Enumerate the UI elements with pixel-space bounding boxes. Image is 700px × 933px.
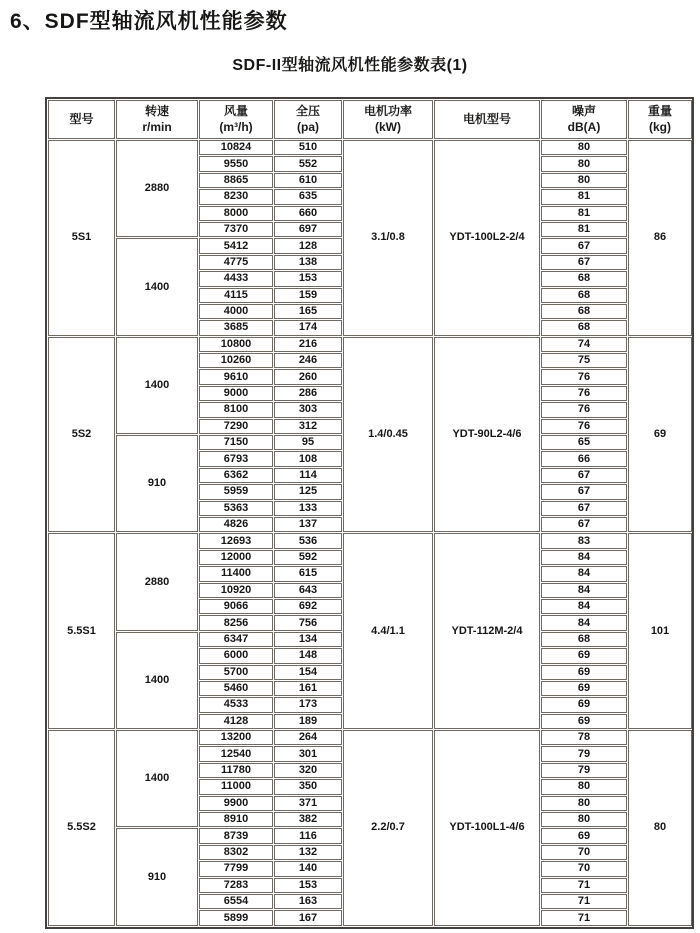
noise-cell: 68 <box>541 288 627 303</box>
airflow-cell: 6554 <box>199 894 273 909</box>
header-speed-unit: r/min <box>142 119 172 134</box>
airflow-cell: 8100 <box>199 402 273 417</box>
noise-cell: 70 <box>541 845 627 860</box>
pressure-cell: 134 <box>274 632 342 647</box>
airflow-cell: 8302 <box>199 845 273 860</box>
pressure-cell: 643 <box>274 583 342 598</box>
noise-cell: 84 <box>541 615 627 630</box>
pressure-cell: 260 <box>274 369 342 384</box>
noise-cell: 74 <box>541 337 627 352</box>
pressure-cell: 163 <box>274 894 342 909</box>
pressure-cell: 95 <box>274 435 342 450</box>
noise-cell: 70 <box>541 861 627 876</box>
airflow-cell: 8739 <box>199 828 273 843</box>
table-body <box>48 140 692 926</box>
noise-cell: 71 <box>541 894 627 909</box>
noise-cell: 67 <box>541 238 627 253</box>
header-pressure-unit: (pa) <box>297 119 319 134</box>
pressure-cell: 108 <box>274 451 342 466</box>
model-cell: 5.5S2 <box>48 730 115 926</box>
speed-cell: 1400 <box>116 337 198 434</box>
page-title: 6、SDF型轴流风机性能参数 <box>10 10 288 33</box>
noise-cell: 69 <box>541 681 627 696</box>
noise-cell: 81 <box>541 222 627 237</box>
airflow-cell: 9900 <box>199 796 273 811</box>
airflow-cell: 8000 <box>199 206 273 221</box>
noise-cell: 67 <box>541 501 627 516</box>
pressure-cell: 350 <box>274 779 342 794</box>
header-noise-unit: dB(A) <box>567 119 601 134</box>
airflow-cell: 8256 <box>199 615 273 630</box>
spec-table-border <box>45 97 694 929</box>
airflow-cell: 7799 <box>199 861 273 876</box>
pressure-cell: 116 <box>274 828 342 843</box>
noise-cell: 81 <box>541 206 627 221</box>
noise-cell: 79 <box>541 763 627 778</box>
noise-cell: 67 <box>541 484 627 499</box>
header-row <box>48 100 692 139</box>
noise-cell: 79 <box>541 746 627 761</box>
table-header <box>48 100 692 139</box>
airflow-cell: 12540 <box>199 746 273 761</box>
motor-model-cell: YDT-100L1-4/6 <box>434 730 540 926</box>
pressure-cell: 692 <box>274 599 342 614</box>
pressure-cell: 552 <box>274 156 342 171</box>
airflow-cell: 7150 <box>199 435 273 450</box>
pressure-cell: 165 <box>274 304 342 319</box>
pressure-cell: 174 <box>274 320 342 335</box>
airflow-cell: 12693 <box>199 533 273 548</box>
speed-cell: 2880 <box>116 533 198 630</box>
speed-cell: 2880 <box>116 140 198 237</box>
pressure-cell: 159 <box>274 288 342 303</box>
airflow-cell: 6793 <box>199 451 273 466</box>
airflow-cell: 4433 <box>199 271 273 286</box>
table-title: SDF-II型轴流风机性能参数表(1) <box>232 57 468 74</box>
airflow-cell: 7290 <box>199 419 273 434</box>
noise-cell: 78 <box>541 730 627 745</box>
speed-cell: 910 <box>116 828 198 925</box>
power-cell: 3.1/0.8 <box>343 140 433 336</box>
pressure-cell: 301 <box>274 746 342 761</box>
header-motor-model-label: 电机型号 <box>462 111 511 126</box>
pressure-cell: 286 <box>274 386 342 401</box>
pressure-cell: 153 <box>274 271 342 286</box>
airflow-cell: 10920 <box>199 583 273 598</box>
noise-cell: 69 <box>541 697 627 712</box>
pressure-cell: 153 <box>274 878 342 893</box>
airflow-cell: 8910 <box>199 812 273 827</box>
table-row <box>48 533 692 548</box>
noise-cell: 76 <box>541 419 627 434</box>
noise-cell: 80 <box>541 156 627 171</box>
airflow-cell: 13200 <box>199 730 273 745</box>
pressure-cell: 161 <box>274 681 342 696</box>
noise-cell: 65 <box>541 435 627 450</box>
header-weight <box>628 100 692 139</box>
airflow-cell: 8230 <box>199 189 273 204</box>
noise-cell: 83 <box>541 533 627 548</box>
power-cell: 1.4/0.45 <box>343 337 433 533</box>
pressure-cell: 154 <box>274 665 342 680</box>
model-cell: 5S2 <box>48 337 115 533</box>
airflow-cell: 5899 <box>199 910 273 925</box>
pressure-cell: 382 <box>274 812 342 827</box>
pressure-cell: 125 <box>274 484 342 499</box>
noise-cell: 66 <box>541 451 627 466</box>
pressure-cell: 246 <box>274 353 342 368</box>
airflow-cell: 5460 <box>199 681 273 696</box>
noise-cell: 84 <box>541 599 627 614</box>
pressure-cell: 510 <box>274 140 342 155</box>
airflow-cell: 11780 <box>199 763 273 778</box>
noise-cell: 69 <box>541 648 627 663</box>
noise-cell: 69 <box>541 828 627 843</box>
pressure-cell: 660 <box>274 206 342 221</box>
header-model-label: 型号 <box>69 111 94 126</box>
noise-cell: 68 <box>541 271 627 286</box>
pressure-cell: 189 <box>274 714 342 729</box>
table-row <box>48 337 692 352</box>
noise-cell: 68 <box>541 632 627 647</box>
airflow-cell: 9550 <box>199 156 273 171</box>
airflow-cell: 5959 <box>199 484 273 499</box>
airflow-cell: 12000 <box>199 550 273 565</box>
table-row <box>48 730 692 745</box>
weight-cell: 101 <box>628 533 692 729</box>
header-speed-label: 转速 <box>144 103 169 118</box>
pressure-cell: 128 <box>274 238 342 253</box>
noise-cell: 76 <box>541 402 627 417</box>
pressure-cell: 635 <box>274 189 342 204</box>
pressure-cell: 140 <box>274 861 342 876</box>
header-pressure-label: 全压 <box>295 103 320 118</box>
noise-cell: 68 <box>541 304 627 319</box>
pressure-cell: 133 <box>274 501 342 516</box>
noise-cell: 71 <box>541 878 627 893</box>
weight-cell: 69 <box>628 337 692 533</box>
model-cell: 5S1 <box>48 140 115 336</box>
airflow-cell: 6347 <box>199 632 273 647</box>
airflow-cell: 5412 <box>199 238 273 253</box>
noise-cell: 80 <box>541 140 627 155</box>
header-airflow <box>199 100 273 139</box>
noise-cell: 76 <box>541 386 627 401</box>
pressure-cell: 615 <box>274 566 342 581</box>
noise-cell: 75 <box>541 353 627 368</box>
airflow-cell: 11000 <box>199 779 273 794</box>
airflow-cell: 5363 <box>199 501 273 516</box>
header-power-label: 电机功率 <box>363 103 412 118</box>
model-cell: 5.5S1 <box>48 533 115 729</box>
header-airflow-label: 风量 <box>223 103 248 118</box>
header-power-unit: (kW) <box>375 119 401 134</box>
pressure-cell: 216 <box>274 337 342 352</box>
header-noise <box>541 100 627 139</box>
header-motor-model <box>434 100 540 139</box>
pressure-cell: 167 <box>274 910 342 925</box>
pressure-cell: 173 <box>274 697 342 712</box>
noise-cell: 80 <box>541 796 627 811</box>
airflow-cell: 7283 <box>199 878 273 893</box>
noise-cell: 81 <box>541 189 627 204</box>
weight-cell: 80 <box>628 730 692 926</box>
speed-cell: 1400 <box>116 238 198 335</box>
noise-cell: 68 <box>541 320 627 335</box>
noise-cell: 69 <box>541 714 627 729</box>
power-cell: 2.2/0.7 <box>343 730 433 926</box>
header-airflow-unit: (m³/h) <box>219 119 253 134</box>
pressure-cell: 371 <box>274 796 342 811</box>
pressure-cell: 148 <box>274 648 342 663</box>
pressure-cell: 138 <box>274 255 342 270</box>
noise-cell: 80 <box>541 812 627 827</box>
pressure-cell: 320 <box>274 763 342 778</box>
pressure-cell: 592 <box>274 550 342 565</box>
airflow-cell: 9610 <box>199 369 273 384</box>
pressure-cell: 132 <box>274 845 342 860</box>
header-model <box>48 100 115 139</box>
noise-cell: 71 <box>541 910 627 925</box>
noise-cell: 76 <box>541 369 627 384</box>
noise-cell: 84 <box>541 583 627 598</box>
header-weight-label: 重量 <box>647 103 672 118</box>
airflow-cell: 10260 <box>199 353 273 368</box>
noise-cell: 84 <box>541 550 627 565</box>
header-noise-label: 噪声 <box>571 103 596 118</box>
airflow-cell: 10824 <box>199 140 273 155</box>
airflow-cell: 7370 <box>199 222 273 237</box>
pressure-cell: 264 <box>274 730 342 745</box>
airflow-cell: 4128 <box>199 714 273 729</box>
noise-cell: 67 <box>541 255 627 270</box>
speed-cell: 1400 <box>116 730 198 827</box>
pressure-cell: 303 <box>274 402 342 417</box>
header-speed <box>116 100 198 139</box>
pressure-cell: 312 <box>274 419 342 434</box>
airflow-cell: 4826 <box>199 517 273 532</box>
weight-cell: 86 <box>628 140 692 336</box>
airflow-cell: 8865 <box>199 173 273 188</box>
fan-parameters-table <box>47 99 693 927</box>
pressure-cell: 756 <box>274 615 342 630</box>
airflow-cell: 10800 <box>199 337 273 352</box>
pressure-cell: 137 <box>274 517 342 532</box>
header-weight-unit: (kg) <box>649 119 671 134</box>
airflow-cell: 11400 <box>199 566 273 581</box>
noise-cell: 80 <box>541 779 627 794</box>
airflow-cell: 6000 <box>199 648 273 663</box>
power-cell: 4.4/1.1 <box>343 533 433 729</box>
header-pressure <box>274 100 342 139</box>
motor-model-cell: YDT-90L2-4/6 <box>434 337 540 533</box>
speed-cell: 910 <box>116 435 198 532</box>
noise-cell: 69 <box>541 665 627 680</box>
pressure-cell: 697 <box>274 222 342 237</box>
noise-cell: 84 <box>541 566 627 581</box>
noise-cell: 80 <box>541 173 627 188</box>
table-row <box>48 140 692 155</box>
airflow-cell: 9000 <box>199 386 273 401</box>
airflow-cell: 6362 <box>199 468 273 483</box>
motor-model-cell: YDT-112M-2/4 <box>434 533 540 729</box>
airflow-cell: 4533 <box>199 697 273 712</box>
pressure-cell: 610 <box>274 173 342 188</box>
pressure-cell: 536 <box>274 533 342 548</box>
noise-cell: 67 <box>541 468 627 483</box>
speed-cell: 1400 <box>116 632 198 729</box>
airflow-cell: 4775 <box>199 255 273 270</box>
airflow-cell: 3685 <box>199 320 273 335</box>
airflow-cell: 4115 <box>199 288 273 303</box>
airflow-cell: 5700 <box>199 665 273 680</box>
pressure-cell: 114 <box>274 468 342 483</box>
airflow-cell: 4000 <box>199 304 273 319</box>
noise-cell: 67 <box>541 517 627 532</box>
motor-model-cell: YDT-100L2-2/4 <box>434 140 540 336</box>
header-power <box>343 100 433 139</box>
airflow-cell: 9066 <box>199 599 273 614</box>
